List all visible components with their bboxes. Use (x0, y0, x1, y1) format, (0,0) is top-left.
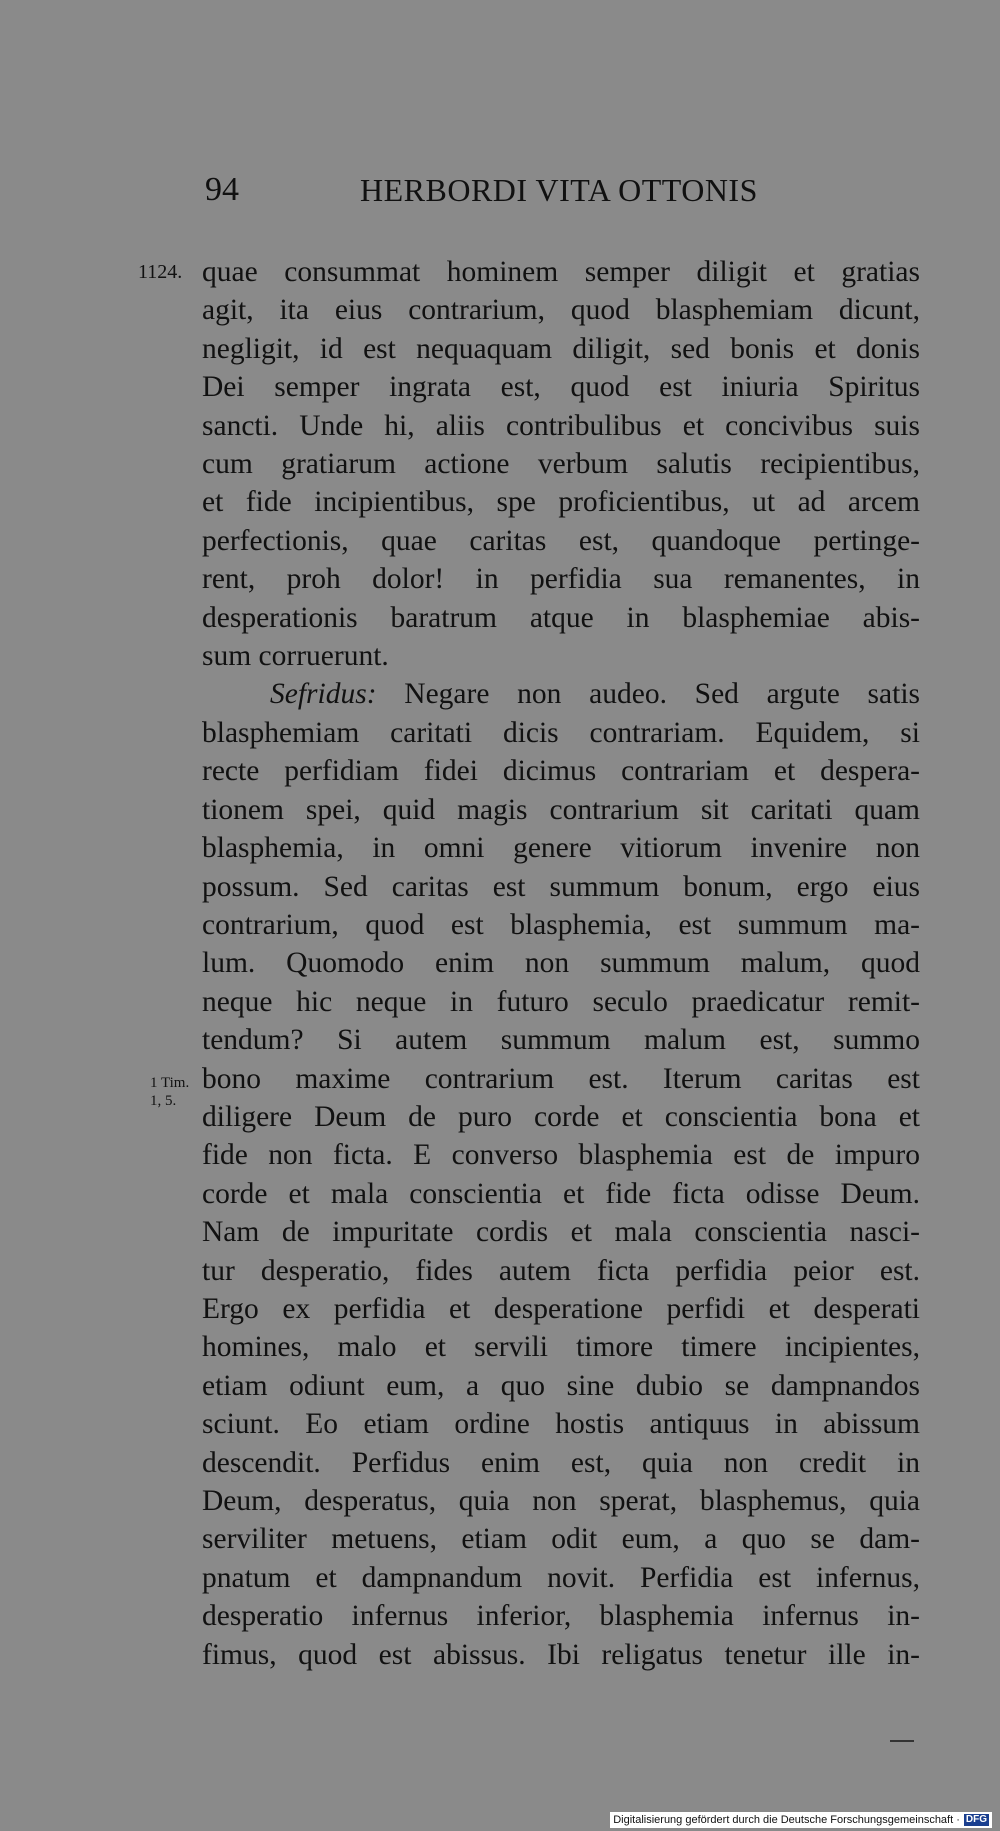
text-line: desperatio infernus inferior, blasphemia infernus in- (202, 1600, 920, 1633)
text-line: sciunt. Eo etiam ordine hostis antiquus in abissum (202, 1408, 920, 1441)
text-line: homines, malo et servili timore timere incipientes, (202, 1331, 920, 1364)
text-line: fimus, quod est abissus. Ibi religatus tenetur ille in- (202, 1638, 920, 1671)
text-line: contrarium, quod est blasphemia, est summum ma- (202, 908, 920, 941)
text-line: negligit, id est nequaquam diligit, sed bonis et donis (202, 332, 920, 365)
text-line: rent, proh dolor! in perfidia sua remanentes, in (202, 563, 920, 596)
text-line: desperationis baratrum atque in blasphemiae abis- (202, 601, 920, 634)
body-text (202, 253, 920, 1674)
text-line: neque hic neque in futuro seculo praedicatur remit- (202, 985, 920, 1018)
text-line: tionem spei, quid magis contrarium sit caritati quam (202, 793, 920, 826)
text-line: serviliter metuens, etiam odit eum, a quo se dam- (202, 1523, 920, 1556)
text-line: etiam odiunt eum, a quo sine dubio se dampnandos (202, 1369, 920, 1402)
text-line: fide non ficta. E converso blasphemia est de impuro (202, 1139, 920, 1172)
text-line: quae consummat hominem semper diligit et gratias (202, 256, 920, 288)
text-line: agit, ita eius contrarium, quod blasphemiam dicunt, (202, 294, 920, 327)
text-line: descendit. Perfidus enim est, quia non credit in (202, 1446, 920, 1479)
text-line: diligere Deum de puro corde et conscientia bona et (202, 1100, 920, 1133)
page-header (200, 168, 800, 218)
text-line: bono maxime contrarium est. Iterum caritas est (202, 1062, 920, 1095)
text-line: tendum? Si autem summum malum est, summo (202, 1024, 920, 1057)
margin-year-note: 1124. (138, 261, 183, 283)
text-line: corde et mala conscientia et fide ficta odisse Deum. (202, 1177, 920, 1210)
text-line: blasphemiam caritati dicis contrariam. Equidem, si (202, 716, 920, 749)
text-line: Ergo ex perfidia et desperatione perfidi et desperati (202, 1292, 920, 1325)
text-line: Nam de impuritate cordis et mala conscientia nasci- (202, 1216, 920, 1249)
running-title: HERBORDI VITA OTTONIS (360, 172, 758, 208)
scan-mark (890, 1740, 914, 1742)
text-line: tur desperatio, fides autem ficta perfidia peior est. (202, 1254, 920, 1287)
reference-verse: 1, 5. (150, 1093, 177, 1109)
margin-scripture-reference (150, 1074, 200, 1110)
text-line: possum. Sed caritas est summum bonum, ergo eius (202, 870, 920, 903)
speaker-name: Sefridus: (270, 678, 377, 711)
digitization-credit (610, 1812, 992, 1828)
text-line: blasphemia, in omni genere vitiorum invenire non (202, 832, 920, 865)
text-line: et fide incipientibus, spe proficientibus, ut ad arcem (202, 486, 920, 519)
dfg-logo: DFG (965, 1814, 987, 1825)
speaker-line-text: Negare non audeo. Sed argute satis (404, 678, 921, 711)
text-line: Deum, desperatus, quia non sperat, blasphemus, quia (202, 1485, 920, 1517)
text-line: pnatum et dampnandum novit. Perfidia est infernus, (202, 1561, 920, 1594)
text-line: lum. Quomodo enim non summum malum, quod (202, 947, 920, 980)
text-line: Dei semper ingrata est, quod est iniuria Spiritus (202, 371, 920, 404)
text-line: recte perfidiam fidei dicimus contrariam et despera- (202, 755, 920, 788)
reference-book: 1 Tim. (150, 1075, 190, 1091)
text-line: sancti. Unde hi, aliis contribulibus et concivibus suis (202, 409, 920, 442)
text-line: sum corruerunt. (202, 640, 389, 673)
speaker-line (202, 675, 920, 713)
credit-text: Digitalisierung gefördert durch die Deutsche Forschungsgemeinschaft · (613, 1814, 960, 1826)
text-line: cum gratiarum actione verbum salutis recipientibus, (202, 448, 920, 481)
page-number: 94 (205, 171, 239, 208)
text-line: perfectionis, quae caritas est, quandoque pertinge- (202, 524, 920, 557)
